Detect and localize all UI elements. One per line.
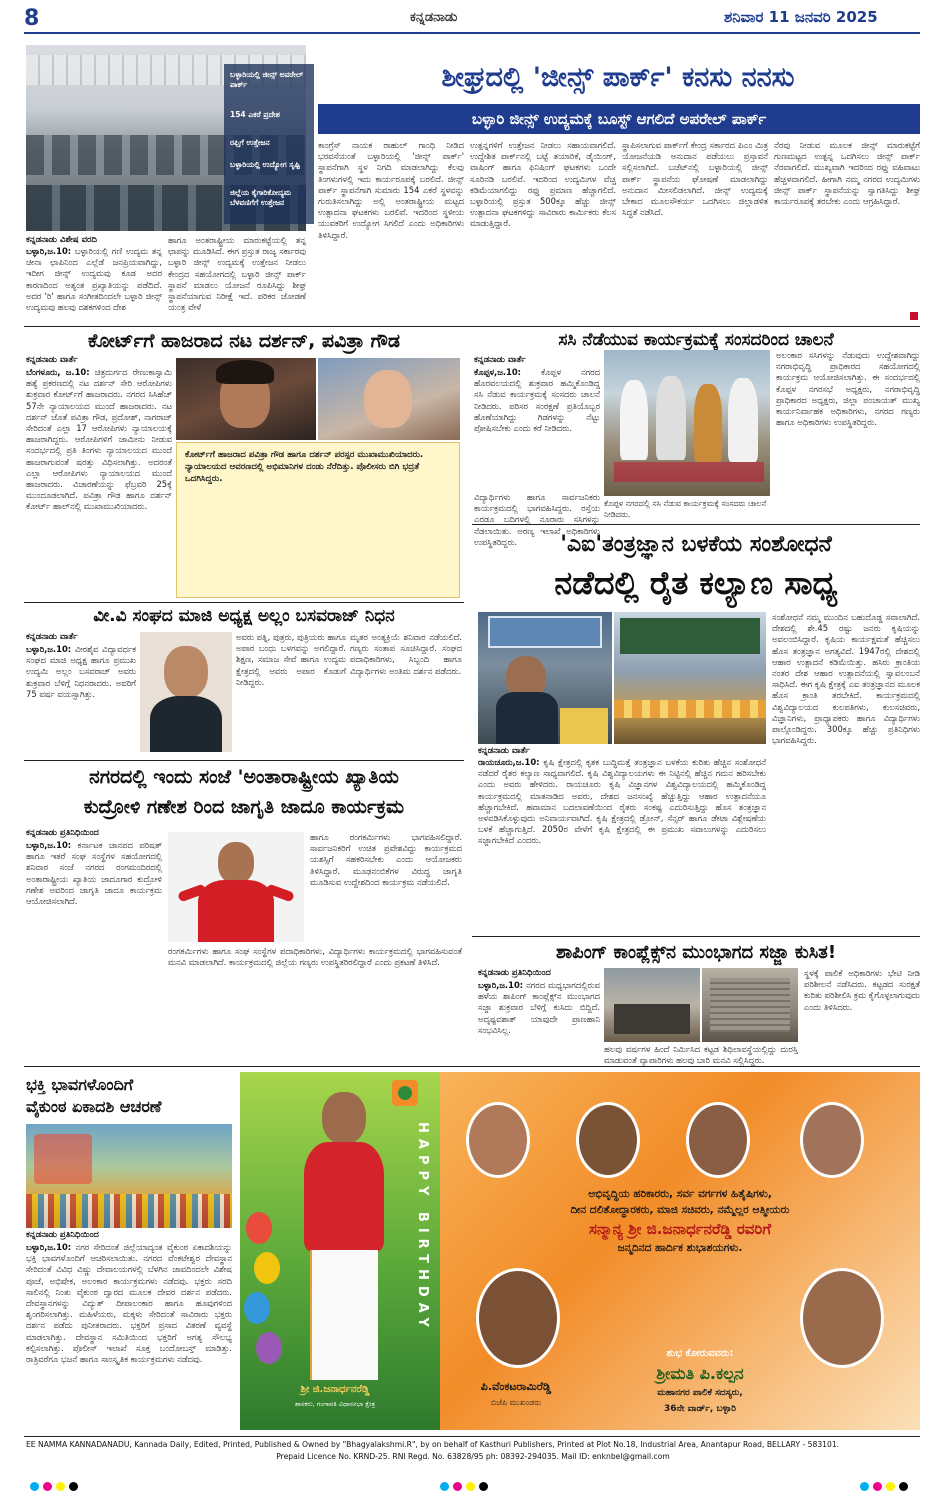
divider — [24, 760, 464, 761]
divider — [24, 326, 920, 327]
portrait-4 — [800, 1102, 864, 1178]
saplings-photo — [604, 350, 770, 496]
dateline: ಕೊಪ್ಪಳ,ಜ.10: — [474, 367, 522, 377]
jeans-col2: ಹಾಗೂ ಅಂತರಾಷ್ಟ್ರೀಯ ಮಾರುಕಟ್ಟೆಯಲ್ಲಿ ತನ್ನ ಛಾಪನ್ನು ಮೂಡಿಸಿದೆ. ಈಗ ಪ್ರಸ್ತುತ ರಾಜ್ಯ ಸರ್ಕಾರವು ಬಳ್ಳಾರಿ ಜೀನ್ಸ್ ಉದ್ಯಮಕ್ಕೆ ಉತ್ತೇಜನ ನೀಡಲು ಕೇಂದ್ರದ ಸಹಯೋಗದಲ್ಲಿ ಬಳ್ಳಾರಿ ಜೀನ್ಸ್ ಪಾರ್ಕ್ ಸ್ಥಾಪನೆ ಮಾಡಲು ಯೋಜನೆ ರೂಪಿಸಿದ್ದು ಶೀಘ್ರ ಸ್ಥಾಪನೆಯಾಗುವ ನಿರೀಕ್ಷೆ ಇದೆ. ಪರಿಕರ ಜೋಡಣೆ ಯಂತ್ರ ವೇಳೆ — [168, 235, 306, 313]
jeans-col1 — [26, 246, 162, 322]
ekadashi-photo — [26, 1124, 232, 1228]
registration-marks-right — [860, 1476, 912, 1495]
masthead-rule — [24, 32, 920, 34]
darshan-caption-box — [176, 442, 460, 598]
jeans-byline — [26, 235, 161, 245]
dateline: ಬಳ್ಳಾರಿ,ಜ.10: — [26, 246, 72, 256]
dateline: ರಾಯಚೂರು,ಜ.10: — [478, 757, 540, 767]
person3-name: ಶ್ರೀಮತಿ ಪಿ.ಕಲ್ಪನ — [656, 1364, 744, 1383]
happy-birthday-vertical: HAPPY BIRTHDAY — [415, 1122, 430, 1333]
footer-rule — [24, 1436, 920, 1437]
ai-byline — [478, 746, 658, 756]
byline: ಕನ್ನಡನಾಡು ವಾರ್ತೆ — [26, 632, 78, 642]
darshan-photo — [176, 358, 316, 440]
byline: ಕನ್ನಡನಾಡು ವಾರ್ತೆ — [474, 355, 526, 365]
shopping-headline: ಶಾಪಿಂಗ್ ಕಾಂಪ್ಲೆಕ್ಸ್‌ನ ಮುಂಭಾಗದ ಸಜ್ಜಾ ಕುಸಿತ! — [555, 942, 837, 963]
ai-body1 — [478, 757, 766, 935]
ekadashi-byline — [26, 1230, 232, 1240]
shopping-col1 — [478, 980, 600, 1050]
factbox-item: ಬಳ್ಳಾರಿಯಲ್ಲಿ ಉದ್ಯೋಗ ಸೃಷ್ಟಿ — [230, 160, 301, 169]
darshan-headline: ಕೋರ್ಟ್‌ಗೆ ಹಾಜರಾದ ನಟ ದರ್ಶನ್, ಪವಿತ್ರಾ ಗೌಡ — [87, 330, 401, 352]
body-text: ನಗರದ ಮಧ್ಯಭಾಗದಲ್ಲಿರುವ ಹಳೆಯ ಶಾಪಿಂಗ್ ಕಾಂಪ್ಲೆಕ್ಸ್‌ನ ಮುಂಭಾಗದ ಸಜ್ಜಾ ಶುಕ್ರವಾರ ಬೆಳಿಗ್ಗೆ ಕುಸಿದು ಬಿದ್ದಿದೆ. ಅದೃಷ್ಟವಶಾತ್ ಯಾವುದೇ ಪ್ರಾಣಹಾನಿ ಸಂಭವಿಸಿಲ್ಲ. — [478, 980, 600, 1035]
person3-ward: 36ನೇ ವಾರ್ಡ್, ಬಳ್ಳಾರಿ — [664, 1404, 736, 1414]
body-text: ಬಳ್ಳಾರಿಯಲ್ಲಿ ಗಣಿ ಉದ್ಯಮ ತನ್ನ ಚೀನಾ ಛಾಪಿನಿಂದ ಎಲ್ಲೆಡೆ ಜನಪ್ರಿಯವಾಗಿದ್ದು, ಇದೀಗ ಜೀನ್ಸ್ ಉದ್ಯಮವು ಕೂಡ ಅದರ ಕಾರಣದಿಂದ ಅತ್ಯಂತ ಪ್ರಖ್ಯಾತಿಯನ್ನು ಪಡೆದಿದೆ. ಅದರ 'ರಿ' ಹಾಗೂ ಸಂಗೀತದಿಂದಲೇ ಬಳ್ಳಾರಿ ಜೀನ್ಸ್ ಉದ್ಯಮವು ಹಲವು ದಶಕಗಳಿಂದ ದೇಶ — [26, 246, 162, 313]
saplings-col3: ಅಲಂಕಾರ ಸಸಿಗಳನ್ನು ನೆಡುವುದು ಉದ್ದೇಶವಾಗಿದ್ದು ನಗರಾಭಿವೃದ್ಧಿ ಪ್ರಾಧಿಕಾರದ ಸಹಯೋಗದಲ್ಲಿ ಕಾರ್ಯಕ್ರಮ ಆಯೋಜಿಸಲಾಗಿತ್ತು. ಈ ಸಂದರ್ಭದಲ್ಲಿ ಕೊಪ್ಪಳ ನಗರಸಭೆ ಅಧ್ಯಕ್ಷರು, ನಗರಾಭಿವೃದ್ಧಿ ಪ್ರಾಧಿಕಾರದ ಅಧ್ಯಕ್ಷರು, ಜಿಲ್ಲಾ ಪಂಚಾಯತ್ ಮುಖ್ಯ ಕಾರ್ಯನಿರ್ವಾಹಕ ಅಧಿಕಾರಿಗಳು, ನಗರದ ಗಣ್ಯರು ಹಾಗೂ ಅಧಿಕಾರಿಗಳು ಉಪಸ್ಥಿತರಿದ್ದರು. — [776, 350, 920, 428]
photo-caption: ಕೋರ್ಟ್‌ಗೆ ಹಾಜರಾದ ಪವಿತ್ರಾ ಗೌಡ ಹಾಗೂ ದರ್ಶನ್ ಪರಸ್ಪರ ಮುಖಾಮುಖಿಯಾದರು. ನ್ಯಾಯಾಲಯದ ಆವರಣದಲ್ಲಿ ಅಭಿಮಾನಿಗಳ ದಂಡು ನೆರೆದಿತ್ತು. ಪೊಲೀಸರು ಬಿಗಿ ಭದ್ರತೆ ಒದಗಿಸಿದ್ದರು. — [185, 450, 424, 484]
jeans-col4: ಉತ್ಪನ್ನಗಳಿಗೆ ಉತ್ತೇಜನ ನೀಡಲು ಸಹಾಯವಾಗಲಿದೆ. ಉದ್ದೇಶಿತ ಪಾರ್ಕ್‌ನಲ್ಲಿ ಬಟ್ಟೆ ತಯಾರಿಕೆ, ಡೈಯಿಂಗ್, ವಾಷಿಂಗ್ ಹಾಗೂ ಫಿನಿಷಿಂಗ್ ಘಟಕಗಳು ಒಂದೇ ಸೂರಿನಡಿ ಬರಲಿವೆ. ಇದರಿಂದ ಉದ್ಯಮಿಗಳ ವೆಚ್ಚ ಕಡಿಮೆಯಾಗಲಿದ್ದು ರಫ್ತು ಪ್ರಮಾಣ ಹೆಚ್ಚಾಗಲಿದೆ. ಬಳ್ಳಾರಿಯಲ್ಲಿ ಪ್ರಸ್ತುತ 500ಕ್ಕೂ ಹೆಚ್ಚು ಜೀನ್ಸ್ ಉತ್ಪಾದನಾ ಘಟಕಗಳಿದ್ದು ಸಾವಿರಾರು ಕಾರ್ಮಿಕರು ಕೆಲಸ ಮಾಡುತ್ತಿದ್ದಾರೆ. — [470, 140, 616, 229]
ekadashi-headline-line1: ಭಕ್ತಿ ಭಾವಗಳೊಂದಿಗೆ — [26, 1075, 134, 1094]
jeans-park-subhead: ಬಳ್ಳಾರಿ ಜೀನ್ಸ್ ಉದ್ಯಮಕ್ಕೆ ಬೂಸ್ಟ್ ಆಗಲಿದೆ ಅಪರೇಲ್ ಪಾರ್ಕ್ — [471, 110, 767, 128]
byline: ಕನ್ನಡನಾಡು ವಾರ್ತೆ — [26, 355, 78, 365]
saplings-caption: ಕೊಪ್ಪಳ ನಗರದಲ್ಲಿ ಸಸಿ ನೆಡುವ ಕಾರ್ಯಕ್ರಮಕ್ಕೆ ಸಂಸದರು ಚಾಲನೆ ನೀಡಿದರು. — [604, 499, 767, 519]
saplings-headline: ಸಸಿ ನೆಡೆಯುವ ಕಾರ್ಯಕ್ರಮಕ್ಕೆ ಸಂಸದರಿಂದ ಚಾಲನೆ — [558, 330, 834, 350]
jeans-park-headline: ಶೀಘ್ರದಲ್ಲಿ 'ಜೀನ್ಸ್ ಪಾರ್ಕ್' ಕನಸು ನನಸು — [441, 62, 795, 93]
jeans-col6: ನೆರವು ನೀಡುವ ಮೂಲಕ ಜೀನ್ಸ್ ಮಾರುಕಟ್ಟೆಗೆ ಗುಣಮಟ್ಟದ ಉತ್ಪನ್ನ ಒದಗಿಸಲು ಜೀನ್ಸ್ ಪಾರ್ಕ್ ನೆರವಾಗಲಿದೆ. ಮುಖ್ಯವಾಗಿ ಇದರಿಂದ ರಫ್ತು ವಹಿವಾಟು ಹೆಚ್ಚಳವಾಗಲಿದೆ. ಹೀಗಾಗಿ ನಮ್ಮ ನಗರದ ಉದ್ಯಮಿಗಳು ಜೀನ್ಸ್ ಪಾರ್ಕ್ ಸ್ಥಾಪನೆಯನ್ನು ಸ್ವಾಗತಿಸಿದ್ದು ಶೀಘ್ರ ಕಾರ್ಯರೂಪಕ್ಕೆ ತರಬೇಕು ಎಂದು ಆಗ್ರಹಿಸಿದ್ದಾರೆ. — [774, 140, 920, 207]
body-text: ನಗರ ಸೇರಿದಂತೆ ಜಿಲ್ಲೆಯಾದ್ಯಂತ ವೈಕುಂಠ ಏಕಾದಶಿಯನ್ನು ಭಕ್ತಿ ಭಾವಗಳೊಂದಿಗೆ ಆಚರಿಸಲಾಯಿತು. ನಗರದ ವೆಂಕಟೇಶ್ವರ ದೇವಸ್ಥಾನ ಸೇರಿದಂತೆ ವಿವಿಧ ವಿಷ್ಣು ದೇವಾಲಯಗಳಲ್ಲಿ ಬೆಳಗಿನ ಜಾವದಿಂದಲೇ ವಿಶೇಷ ಪೂಜೆ, ಅಭಿಷೇಕ, ಅಲಂಕಾರ ಕಾರ್ಯಕ್ರಮಗಳು ನಡೆದವು. ಭಕ್ತರು ಸರದಿ ಸಾಲಿನಲ್ಲಿ ನಿಂತು ವೈಕುಂಠ ದ್ವಾರದ ಮೂಲಕ ದೇವರ ದರ್ಶನ ಪಡೆದರು. ದೇವಸ್ಥಾನಗಳನ್ನು ವಿದ್ಯುತ್ ದೀಪಾಲಂಕಾರ ಹಾಗೂ ಹೂವುಗಳಿಂದ ಶೃಂಗರಿಸಲಾಗಿತ್ತು. ಮಹಿಳೆಯರು, ಮಕ್ಕಳು ಸೇರಿದಂತೆ ಸಾವಿರಾರು ಭಕ್ತರು ದರ್ಶನ ಪಡೆದು ಪುನೀತರಾದರು. ಭಕ್ತರಿಗೆ ಪ್ರಸಾದ ವಿತರಣೆ ವ್ಯವಸ್ಥೆ ಮಾಡಲಾಗಿತ್ತು. ದೇವಸ್ಥಾನ ಸಮಿತಿಯಿಂದ ಭಕ್ತರಿಗೆ ಅಗತ್ಯ ಸೌಲಭ್ಯ ಕಲ್ಪಿಸಲಾಗಿತ್ತು. ಪೊಲೀಸ್ ಇಲಾಖೆ ಸೂಕ್ತ ಬಂದೋಬಸ್ತ್ ಮಾಡಿತ್ತು. ರಾತ್ರಿವರೆಗೂ ಭಜನೆ ಹಾಗೂ ಸಾಂಸ್ಕೃತಿಕ ಕಾರ್ಯಕ್ರಮಗಳು ನಡೆದವು. — [26, 1242, 232, 1365]
dateline: ಬಳ್ಳಾರಿ,ಜ.10: — [26, 644, 72, 654]
from-label: ಶುಭ ಕೋರುವವರು: — [666, 1348, 734, 1359]
body-text: ಕೊಪ್ಪಳ ನಗರದ ಹೊರವಲಯದಲ್ಲಿ ಶುಕ್ರವಾರ ಹಮ್ಮಿಕೊಂಡಿದ್ದ ಸಸಿ ನೆಡುವ ಕಾರ್ಯಕ್ರಮಕ್ಕೆ ಸಂಸದರು ಚಾಲನೆ ನೀಡಿದರು. ಪರಿಸರ ಸಂರಕ್ಷಣೆ ಪ್ರತಿಯೊಬ್ಬರ ಹೊಣೆಯಾಗಿದ್ದು ಗಿಡಗಳನ್ನು ನೆಟ್ಟು ಪೋಷಿಸಬೇಕು ಎಂದು ಕರೆ ನೀಡಿದರು. — [474, 367, 600, 434]
portrait-2 — [576, 1102, 640, 1178]
factbox-item: ಬಳ್ಳಾರಿಯಲ್ಲಿ ಜೀನ್ಸ್ ಅಪರೇಲ್ ಪಾರ್ಕ್ — [230, 70, 304, 89]
obituary-headline: ವೀ.ವಿ ಸಂಘದ ಮಾಜಿ ಅಧ್ಯಕ್ಷ ಅಲ್ಲಂ ಬಸವರಾಜ್ ನಿಧನ — [93, 606, 395, 626]
magic-col3: ರಂಗಕರ್ಮಿಗಳು ಹಾಗೂ ಸಂಘ ಸಂಸ್ಥೆಗಳ ಪದಾಧಿಕಾರಿಗಳು, ವಿದ್ಯಾರ್ಥಿಗಳು ಕಾರ್ಯಕ್ರಮದಲ್ಲಿ ಭಾಗವಹಿಸುವಂತೆ ಮನವಿ ಮಾಡಲಾಗಿದೆ. ಕಾರ್ಯಕ್ರಮದಲ್ಲಿ ಜಿಲ್ಲೆಯ ಗಣ್ಯರು ಉಪಸ್ಥಿತರಿರಲಿದ್ದಾರೆ ಎಂದು ಪ್ರಕಟಣೆ ತಿಳಿಸಿದೆ. — [168, 946, 462, 968]
allam-basavaraj-photo — [140, 632, 232, 752]
portrait-6 — [800, 1268, 884, 1368]
obituary-col2: ಅವರು ಪತ್ನಿ, ಪುತ್ರರು, ಪುತ್ರಿಯರು ಹಾಗೂ ಅಪಾರ ಬಂಧು ಬಳಗವನ್ನು ಅಗಲಿದ್ದಾರೆ. ಶಿಕ್ಷಣ, ಸಮಾಜ ಸೇವೆ ಹಾಗೂ ಉದ್ಯಮ ಕ್ಷೇತ್ರದಲ್ಲಿ ಅವರು ಅಪಾರ ಕೊಡುಗೆ ನೀಡಿದ್ದರು. — [236, 632, 346, 687]
ai-stage-photo — [614, 612, 766, 744]
darshan-col1 — [26, 367, 172, 599]
ad-line1: ಅಭಿವೃದ್ಧಿಯ ಹರಿಕಾರರು, ಸರ್ವ ವರ್ಗಗಳ ಹಿತೈಷಿಗಳು, — [588, 1188, 772, 1200]
ai-body2: ಸಂಶೋಧನೆ ನಮ್ಮ ಮುಂದಿನ ಬಹುದೊಡ್ಡ ಸವಾಲಾಗಿದೆ. ದೇಶದಲ್ಲಿ ಶೇ.45 ರಷ್ಟು ಜನರು ಕೃಷಿಯನ್ನು ಅವಲಂಬಿಸಿದ್ದಾರೆ. ಕೃಷಿಯ ಕಾರ್ಯಕ್ಷಮತೆ ಹೆಚ್ಚಿಸಲು ಹೊಸ ತಂತ್ರಜ್ಞಾನ ಅಗತ್ಯವಿದೆ. 1947ರಲ್ಲಿ ದೇಶದಲ್ಲಿ ಆಹಾರ ಉತ್ಪಾದನೆ ಕಡಿಮೆಯಿತ್ತು. ಹಸಿರು ಕ್ರಾಂತಿಯ ನಂತರ ದೇಶ ಆಹಾರ ಉತ್ಪಾದನೆಯಲ್ಲಿ ಸ್ವಾವಲಂಬನೆ ಸಾಧಿಸಿದೆ. ಈಗ ಕೃಷಿ ಕ್ಷೇತ್ರಕ್ಕೆ ಎಐ ತಂತ್ರಜ್ಞಾನದ ಮೂಲಕ ಹೊಸ ಕ್ರಾಂತಿ ತರಬೇಕಿದೆ. ಕಾರ್ಯಕ್ರಮದಲ್ಲಿ ವಿಶ್ವವಿದ್ಯಾಲಯದ ಕುಲಪತಿಗಳು, ಕುಲಸಚಿವರು, ವಿಜ್ಞಾನಿಗಳು, ಪ್ರಾಧ್ಯಾಪಕರು ಹಾಗೂ ವಿದ್ಯಾರ್ಥಿಗಳು ಪಾಲ್ಗೊಂಡಿದ್ದರು. 300ಕ್ಕೂ ಹೆಚ್ಚು ಪ್ರತಿನಿಧಿಗಳು ಭಾಗವಹಿಸಿದ್ದರು. — [772, 612, 920, 746]
darshan-byline — [26, 355, 172, 365]
masthead — [0, 0, 945, 34]
end-mark — [910, 312, 918, 320]
ai-event-photo — [478, 612, 612, 744]
ekadashi-headline-line2: ವೈಕುಂಠ ಏಕಾದಶಿ ಆಚರಣೆ — [26, 1097, 162, 1116]
shopping-col3: ಸ್ಥಳಕ್ಕೆ ಪಾಲಿಕೆ ಅಧಿಕಾರಿಗಳು ಭೇಟಿ ನೀಡಿ ಪರಿಶೀಲನೆ ನಡೆಸಿದರು. ಕಟ್ಟಡದ ಸುರಕ್ಷತೆ ಕುರಿತು ಪರಿಶೀಲಿಸಿ ಕ್ರಮ ಕೈಗೊಳ್ಳಲಾಗುವುದು ಎಂದು ತಿಳಿಸಿದರು. — [804, 968, 920, 1012]
registration-marks-left — [30, 1476, 82, 1495]
dateline: ಬೆಂಗಳೂರು, ಜ.10: — [26, 367, 90, 377]
magic-col2: ಹಾಗೂ ರಂಗಕರ್ಮಿಗಳು ಭಾಗವಹಿಸಲಿದ್ದಾರೆ. ಸಾರ್ವಜನಿಕರಿಗೆ ಉಚಿತ ಪ್ರವೇಶವಿದ್ದು ಕಾರ್ಯಕ್ರಮದ ಯಶಸ್ಸಿಗೆ ಸಹಕರಿಸಬೇಕು ಎಂದು ಆಯೋಜಕರು ತಿಳಿಸಿದ್ದಾರೆ. ಮೂಢನಂಬಿಕೆಗಳ ವಿರುದ್ಧ ಜಾಗೃತಿ ಮೂಡಿಸುವ ಉದ್ದೇಶದಿಂದ ಕಾರ್ಯಕ್ರಮ ನಡೆಯಲಿದೆ. — [310, 832, 462, 887]
birthday-ad — [240, 1072, 920, 1430]
shopping-photo-2 — [702, 968, 798, 1042]
obituary-col3: ಮೃತರ ಅಂತ್ಯಕ್ರಿಯೆ ಶನಿವಾರ ನಡೆಯಲಿದೆ. ಗಣ್ಯರು ಸಂತಾಪ ಸೂಚಿಸಿದ್ದಾರೆ. ಸಂಘದ ಪದಾಧಿಕಾರಿಗಳು, ಸಿಬ್ಬಂದಿ ಹಾಗೂ ವಿದ್ಯಾರ್ಥಿಗಳು ಅಂತಿಮ ದರ್ಶನ ಪಡೆದರು. — [350, 632, 462, 676]
ai-headline-line1: 'ಎಐ'ತಂತ್ರಜ್ಞಾನ ಬಳಕೆಯ ಸಂಶೋಧನೆ — [560, 532, 832, 557]
jeans-col3: ಕಾಂಗ್ರೆಸ್ ನಾಯಕ ರಾಹುಲ್ ಗಾಂಧಿ ನೀಡಿದ ಭರವಸೆಯಂತೆ ಬಳ್ಳಾರಿಯಲ್ಲಿ 'ಜೀನ್ಸ್ ಪಾರ್ಕ್' ಸ್ಥಾಪನೆಗಾಗಿ ಸ್ಥಳ ನಿಗದಿ ಮಾಡಲಾಗಿದ್ದು ಕೆಲವು ತಿಂಗಳುಗಳಲ್ಲಿ ಇದು ಕಾರ್ಯರೂಪಕ್ಕೆ ಬರಲಿದೆ. ಜೀನ್ಸ್ ಪಾರ್ಕ್ ಸ್ಥಾಪನೆಗಾಗಿ ಸುಮಾರು 154 ಎಕರೆ ಸ್ಥಳವನ್ನು ಗುರುತಿಸಲಾಗಿದ್ದು ಅಲ್ಲಿ ಅಂತರಾಷ್ಟ್ರೀಯ ಮಟ್ಟದ ಉತ್ಪಾದನಾ ಘಟಕಗಳು ಬರಲಿವೆ. ಇದರಿಂದ ಸ್ಥಳೀಯ ಯುವಕರಿಗೆ ಉದ್ಯೋಗ ಸಿಗಲಿದೆ ಎಂದು ಅಧಿಕಾರಿಗಳು ತಿಳಿಸಿದ್ದಾರೆ. — [318, 140, 464, 240]
honoree-caption: ಶ್ರೀ ಜಿ.ಜನಾರ್ಧನರೆಡ್ಡಿ — [300, 1384, 370, 1395]
obituary-byline — [26, 632, 136, 642]
factbox-item: ರಫ್ತಿಗೆ ಉತ್ತೇಜನ — [230, 138, 270, 147]
honoree-photo — [294, 1084, 394, 1384]
kudroli-ganesh-photo — [168, 832, 304, 942]
dateline: ಬಳ್ಳಾರಿ,ಜ.10: — [478, 980, 524, 990]
jeans-park-subhead-band — [318, 104, 920, 134]
magic-col1 — [26, 840, 162, 1002]
divider — [24, 1066, 920, 1067]
saplings-col2: ವಿದ್ಯಾರ್ಥಿಗಳು ಹಾಗೂ ಸಾರ್ವಜನಿಕರು ಕಾರ್ಯಕ್ರಮದಲ್ಲಿ ಭಾಗವಹಿಸಿದ್ದರು. ರಸ್ತೆಯ ಎರಡೂ ಬದಿಗಳಲ್ಲಿ ನೂರಾರು ಸಸಿಗಳನ್ನು ನೆಡಲಾಯಿತು. ಅರಣ್ಯ ಇಲಾಖೆ ಅಧಿಕಾರಿಗಳು ಉಪಸ್ಥಿತರಿದ್ದರು. — [474, 492, 600, 547]
body-text: ಕರ್ನಾಟಕ ಜಾನಪದ ಪರಿಷತ್ ಹಾಗೂ ಇತರೆ ಸಂಘ ಸಂಸ್ಥೆಗಳ ಸಹಯೋಗದಲ್ಲಿ ಶನಿವಾರ ಸಂಜೆ ನಗರದ ರಂಗಮಂದಿರದಲ್ಲಿ ಅಂತಾರಾಷ್ಟ್ರೀಯ ಖ್ಯಾತಿಯ ಜಾದೂಗಾರ ಕುದ್ರೋಳಿ ಗಣೇಶ ಅವರಿಂದ ಜಾಗೃತಿ ಜಾದೂ ಕಾರ್ಯಕ್ರಮ ಆಯೋಜಿಸಲಾಗಿದೆ. — [26, 840, 162, 907]
byline: ಕನ್ನಡನಾಡು ಪ್ರತಿನಿಧಿಯಿಂದ — [478, 968, 551, 978]
magic-byline — [26, 828, 162, 838]
person2-name: ಪಿ.ವೆಂಕಟರಾಮಿರೆಡ್ಡಿ — [480, 1380, 552, 1393]
body-text: ಕೃಷಿ ಕ್ಷೇತ್ರದಲ್ಲಿ ಕೃತಕ ಬುದ್ಧಿಮತ್ತೆ ತಂತ್ರಜ್ಞಾನ ಬಳಕೆಯ ಕುರಿತು ಹೆಚ್ಚಿನ ಸಂಶೋಧನೆ ನಡೆದರೆ ರೈತರ ಕಲ್ಯಾಣ ಸಾಧ್ಯವಾಗಲಿದೆ. ಕೃಷಿ ವಿಶ್ವವಿದ್ಯಾಲಯಗಳು ಈ ನಿಟ್ಟಿನಲ್ಲಿ ಹೆಚ್ಚಿನ ಗಮನ ಹರಿಸಬೇಕು ಎಂದು ಅವರು ಹೇಳಿದರು. ರಾಯಚೂರು ಕೃಷಿ ವಿಜ್ಞಾನಗಳ ವಿಶ್ವವಿದ್ಯಾಲಯದಲ್ಲಿ ಹಮ್ಮಿಕೊಂಡಿದ್ದ ಕಾರ್ಯಕ್ರಮದಲ್ಲಿ ಮಾತನಾಡಿದ ಅವರು, ದೇಶದ ಜನಸಂಖ್ಯೆ ಹೆಚ್ಚುತ್ತಿದ್ದು ಆಹಾರ ಉತ್ಪಾದನೆಯೂ ಹೆಚ್ಚಾಗಬೇಕಿದೆ. ಹವಾಮಾನ ಬದಲಾವಣೆಯಿಂದ ರೈತರು ಸಂಕಷ್ಟ ಎದುರಿಸುತ್ತಿದ್ದು ಹೊಸ ತಂತ್ರಜ್ಞಾನ ಅಳವಡಿಸಿಕೊಳ್ಳುವುದು ಅನಿವಾರ್ಯವಾಗಿದೆ. ಕೃಷಿ ಕ್ಷೇತ್ರದಲ್ಲಿ ಡ್ರೋನ್, ಸೆನ್ಸರ್ ಹಾಗೂ ಡೇಟಾ ವಿಶ್ಲೇಷಣೆಯ ಬಳಕೆ ಹೆಚ್ಚಾಗುತ್ತಿದೆ. 2050ರ ವೇಳೆಗೆ ಕೃಷಿ ಕ್ಷೇತ್ರದಲ್ಲಿ ಈ ಪ್ರಮುಖ ಸವಾಲುಗಳನ್ನು ಎದುರಿಸಲು ಸಜ್ಜಾಗಬೇಕಿದೆ ಎಂದರು. — [478, 757, 766, 846]
jeans-col5: ಸ್ಥಾಪಿಸಲಾಗುವ ಪಾರ್ಕ್‌ಗೆ ಕೇಂದ್ರ ಸರ್ಕಾರದ ಪಿಎಂ ಮಿತ್ರ ಯೋಜನೆಯಡಿ ಅನುದಾನ ಪಡೆಯಲು ಪ್ರಸ್ತಾವನೆ ಸಲ್ಲಿಸಲಾಗಿದೆ. ಬಜೆಟ್‌ನಲ್ಲಿ ಬಳ್ಳಾರಿಯಲ್ಲಿ ಜೀನ್ಸ್ ಪಾರ್ಕ್ ಸ್ಥಾಪನೆಯ ಘೋಷಣೆ ಮಾಡಲಾಗಿದ್ದು ಅನುದಾನ ಮೀಸಲಿಡಲಾಗಿದೆ. ಜೀನ್ಸ್ ಉದ್ಯಮಕ್ಕೆ ಬೇಕಾದ ಮೂಲಸೌಕರ್ಯ ಒದಗಿಸಲು ಜಿಲ್ಲಾಡಳಿತ ಸಿದ್ಧತೆ ನಡೆಸಿದೆ. — [622, 140, 768, 218]
pavithra-photo — [318, 358, 460, 440]
dateline: ಬಳ್ಳಾರಿ,ಜ.10: — [26, 1242, 72, 1252]
portrait-5 — [476, 1268, 560, 1368]
byline: ಕನ್ನಡನಾಡು ಪ್ರತಿನಿಧಿಯಿಂದ — [26, 828, 99, 838]
person2-role: ಬಿಜೆಪಿ ಮುಖಂಡರು — [490, 1398, 542, 1407]
magic-headline-line2: ಕುದ್ರೋಳಿ ಗಣೇಶ ರಿಂದ ಜಾಗೃತಿ ಜಾದೂ ಕಾರ್ಯಕ್ರಮ — [83, 796, 405, 818]
honoree-subcaption: ಶಾಸಕರು, ಗಂಗಾವತಿ ವಿಧಾನಸಭಾ ಕ್ಷೇತ್ರ — [294, 1400, 376, 1408]
divider — [472, 524, 920, 525]
person3-role: ಮಹಾನಗರ ಪಾಲಿಕೆ ಸದಸ್ಯರು, — [657, 1388, 743, 1398]
page-number: 8 — [24, 6, 40, 31]
ad-wishes: ಜನ್ಮದಿನದ ಹಾರ್ದಿಕ ಶುಭಾಶಯಗಳು. — [617, 1242, 743, 1254]
paper-name: ಕನ್ನಡನಾಡು — [410, 10, 458, 25]
ai-headline-line2: ನಡೆದಲ್ಲಿ ರೈತ ಕಲ್ಯಾಣ ಸಾಧ್ಯ — [554, 564, 838, 602]
footer-licence: Prepaid Licence No. KRND-25. RNI Regd. No. 63828/95 ph: 08392-294035. Mail ID: enknbel@gmail.com — [276, 1452, 670, 1461]
divider — [24, 602, 464, 603]
body-text: ಚಿತ್ರದುರ್ಗದ ರೇಣುಕಾಸ್ವಾಮಿ ಹತ್ಯೆ ಪ್ರಕರಣದಲ್ಲಿ ನಟ ದರ್ಶನ್ ಸೇರಿ ಆರೋಪಿಗಳು ಶುಕ್ರವಾರ ಕೋರ್ಟ್‌ಗೆ ಹಾಜರಾದರು. ನಗರದ ಸಿಸಿಹೆಚ್ 57ನೇ ನ್ಯಾಯಾಲಯದ ಮುಂದೆ ಹಾಜರಾದರು. ನಟ ದರ್ಶನ್ ಜೊತೆ ಪವಿತ್ರಾ ಗೌಡ, ಪ್ರದೋಶ್, ನಾಗರಾಜ್ ಸೇರಿದಂತೆ ಎಲ್ಲಾ 17 ಆರೋಪಿಗಳು ನ್ಯಾಯಾಲಯಕ್ಕೆ ಹಾಜರಾಗಿದ್ದರು. ಆರೋಪಿಗಳಿಗೆ ಜಾಮೀನು ನೀಡುವ ಸಂದರ್ಭದಲ್ಲಿ ಪ್ರತಿ ತಿಂಗಳು ನ್ಯಾಯಾಲಯದ ಮುಂದೆ ಹಾಜರಾಗುವಂತೆ ಷರತ್ತು ವಿಧಿಸಲಾಗಿತ್ತು. ಅದರಂತೆ ಎಲ್ಲಾ ಆರೋಪಿಗಳು ನ್ಯಾಯಾಲಯದ ಮುಂದೆ ಹಾಜರಾದರು. ವಿಚಾರಣೆಯನ್ನು ಫೆಬ್ರವರಿ 25ಕ್ಕೆ ಮುಂದೂಡಲಾಗಿದೆ. ಪವಿತ್ರಾ ಗೌಡ ಹಾಗೂ ದರ್ಶನ್ ಕೋರ್ಟ್ ಹಾಲ್‌ನಲ್ಲಿ ಮುಖಾಮುಖಿಯಾದರು. — [26, 367, 172, 512]
registration-marks-center — [440, 1476, 492, 1495]
portrait-3 — [686, 1102, 750, 1178]
byline: ಕನ್ನಡನಾಡು ಪ್ರತಿನಿಧಿಯಿಂದ — [26, 1230, 99, 1240]
ekadashi-headline — [26, 1074, 236, 1118]
issue-date: ಶನಿವಾರ 11 ಜನವರಿ 2025 — [724, 8, 878, 26]
dateline: ಬಳ್ಳಾರಿ,ಜ.10: — [26, 840, 72, 850]
ad-line2: ದೀನ ದಲಿತೋದ್ಧಾರಕರು, ಮಾಜಿ ಸಚಿವರು, ನಮ್ಮೆಲ್ಲರ ಆತ್ಮೀಯರು — [570, 1204, 790, 1216]
saplings-byline — [474, 355, 604, 365]
shopping-col2: ಹಲವು ವರ್ಷಗಳ ಹಿಂದೆ ನಿರ್ಮಿಸಿದ ಕಟ್ಟಡ ಶಿಥಿಲಾವಸ್ಥೆಯಲ್ಲಿದ್ದು ದುರಸ್ತಿ ಮಾಡುವಂತೆ ವ್ಯಾಪಾರಿಗಳು ಹಲವು ಬಾರಿ ಮನವಿ ಸಲ್ಲಿಸಿದ್ದರು. — [604, 1044, 798, 1066]
obituary-col1 — [26, 644, 136, 756]
shopping-byline — [478, 968, 608, 978]
portrait-1 — [466, 1102, 530, 1178]
factbox-item: ಜಿಲ್ಲೆಯ ಕೈಗಾರಿಕೋದ್ಯಮ ಬೆಳವಣಿಗೆಗೆ ಉತ್ತೇಜನ — [230, 188, 291, 207]
balloon-icon — [256, 1332, 282, 1364]
bjp-logo-icon — [392, 1080, 418, 1106]
ad-honoree: ಸನ್ಮಾನ್ಯ ಶ್ರೀ ಜಿ.ಜನಾರ್ಧನರೆಡ್ಡಿ ರವರಿಗೆ — [588, 1220, 772, 1238]
footer-imprint: EE NAMMA KANNADANADU, Kannada Daily, Edited, Printed, Published & Owned by "Bhagyalakshmi.R", by on behalf of Kasthuri Publishers, Printed at Plot No.18, Industrial Area, Anantapur Road, BELLARY - 583101. — [26, 1440, 840, 1449]
balloon-icon — [254, 1252, 280, 1284]
factbox-item: 154 ಎಕರೆ ಪ್ರದೇಶ — [230, 110, 280, 119]
balloon-icon — [246, 1212, 272, 1244]
balloon-icon — [244, 1292, 270, 1324]
byline: ಕನ್ನಡನಾಡು ವಿಶೇಷ ವರದಿ — [26, 235, 98, 245]
ekadashi-body — [26, 1242, 232, 1418]
body-text: ವೀರಶೈವ ವಿದ್ಯಾವರ್ಧಕ ಸಂಘದ ಮಾಜಿ ಅಧ್ಯಕ್ಷ ಹಾಗೂ ಪ್ರಮುಖ ಉದ್ಯಮಿ ಅಲ್ಲಂ ಬಸವರಾಜ್ ಅವರು ಶುಕ್ರವಾರ ಬೆಳಿಗ್ಗೆ ನಿಧನರಾದರು. ಅವರಿಗೆ 75 ವರ್ಷ ವಯಸ್ಸಾಗಿತ್ತು. — [26, 644, 136, 699]
byline: ಕನ್ನಡನಾಡು ವಾರ್ತೆ — [478, 746, 530, 756]
shopping-photo-1 — [604, 968, 700, 1042]
magic-headline-line1: ನಗರದಲ್ಲಿ ಇಂದು ಸಂಜೆ 'ಅಂತಾರಾಷ್ಟ್ರೀಯ ಖ್ಯಾತಿಯ — [89, 766, 399, 788]
saplings-col1 — [474, 367, 600, 491]
divider — [472, 936, 920, 937]
jeans-factbox-panel — [224, 64, 314, 224]
